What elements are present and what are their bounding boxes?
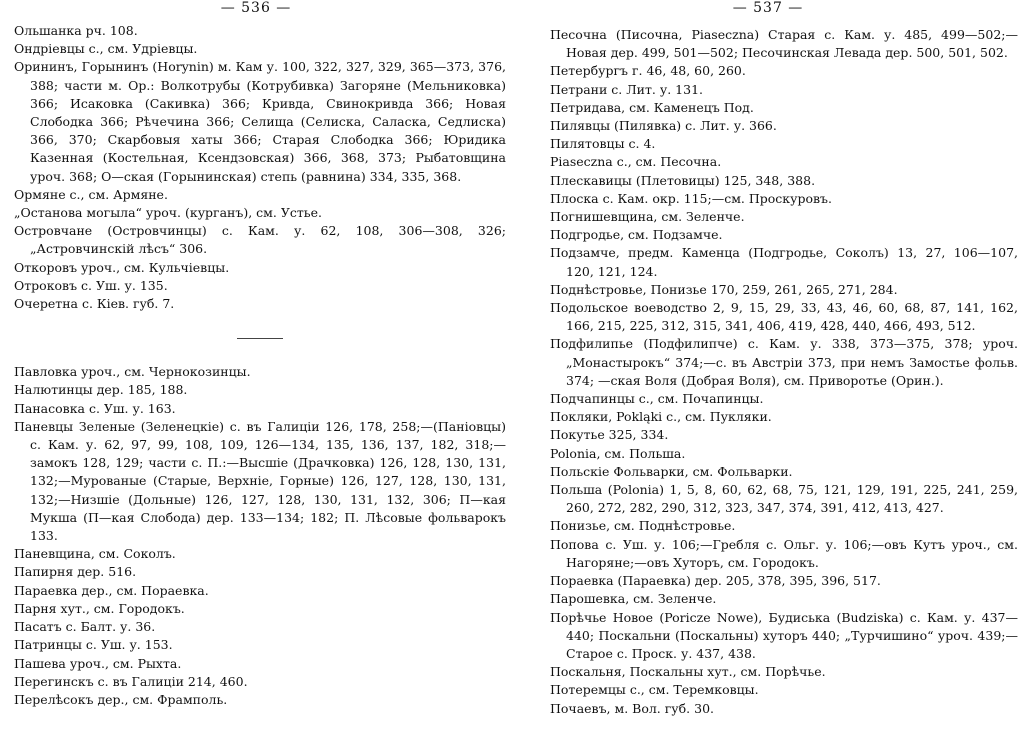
index-entry: Подольское воеводство 2, 9, 15, 29, 33, 43, 46, 60, 68, 87, 141, 162, 166, 215, 225, 312, 315, 341, 406, 419, 428, 440, 466, 493, 512.: [550, 300, 1018, 334]
index-entry: „Останова могыла“ уроч. (курганъ), см. Устье.: [14, 205, 322, 221]
index-entry: Польскіе Фольварки, см. Фольварки.: [550, 463, 793, 479]
index-entry: Подчапинцы с., см. Почапинцы.: [550, 391, 764, 407]
index-entry: Параевка дер., см. Пораевка.: [14, 582, 209, 598]
index-entry: Почаевъ, м. Вол. губ. 30.: [550, 700, 715, 716]
page-number: — 536 —: [220, 0, 292, 16]
index-entry: Плескавицы (Плетовицы) 125, 348, 388.: [550, 172, 816, 188]
page-number: — 537 —: [732, 0, 804, 16]
index-entry: Попова с. Уш. у. 106;—Гребля с. Ольг. у. 106;—овъ Кутъ уроч., см. Нагоряне;—овъ Хуторъ, см. Городокъ.: [550, 536, 1018, 570]
index-entry: Покляки, Pokląki с., см. Пукляки.: [550, 409, 772, 425]
right-page: [512, 0, 1024, 752]
index-entry: Пилявцы (Пилявка) с. Лит. у. 366.: [550, 118, 777, 134]
index-entry: Плоска с. Кам. окр. 115;—см. Проскуровъ.: [550, 190, 832, 206]
index-entry: Ормяне с., см. Армяне.: [14, 186, 168, 202]
index-entry: Налютинцы дер. 185, 188.: [14, 382, 188, 398]
index-entry: Поднѣстровье, Понизье 170, 259, 261, 265, 271, 284.: [550, 281, 898, 297]
index-entry: Павловка уроч., см. Чернокозинцы.: [14, 364, 251, 380]
index-entry: Пораевка (Параевка) дер. 205, 378, 395, 396, 517.: [550, 573, 881, 589]
index-entry: Панасовка с. Уш. у. 163.: [14, 400, 176, 416]
index-entry: Понизье, см. Поднѣстровье.: [550, 518, 736, 534]
index-entry: Парошевка, см. Зеленче.: [550, 591, 717, 607]
index-entry: Ольшанка рч. 108.: [14, 23, 138, 38]
index-entry: Подфилипье (Подфилипче) с. Кам. у. 338, 373—375, 378; уроч. „Монастырокъ“ 374;—с. въ Австріи 373, при немъ Замостье фольв. 374; —ская Воля (Добрая Воля), см. Приворотье (Орин.).: [550, 336, 1018, 388]
index-entry: Погнишевщина, см. Зеленче.: [550, 209, 745, 225]
index-entry: Перелѣсокъ дер., см. Фрамполь.: [14, 691, 228, 707]
index-entry: Перегинскъ с. въ Галиціи 214, 460.: [14, 673, 248, 689]
index-entry: Порѣчье Новое (Poricze Nowe), Будиська (Budziska) с. Кам. у. 437—440; Поскальни (Поскальны) хуторъ 440; „Турчишино“ уроч. 439;—Старое с. Проск. у. 437, 438.: [550, 609, 1018, 661]
index-entry: Потеремцы с., см. Теремковцы.: [550, 682, 759, 698]
index-entry: Песочна (Писочна, Piaseczna) Старая с. Кам. у. 485, 499—502;—Новая дер. 499, 501—502; Песочинская Левада дер. 500, 501, 502.: [550, 27, 1018, 61]
section-separator: [237, 338, 283, 339]
index-entry: Петридава, см. Каменецъ Под.: [550, 99, 754, 115]
index-entry: Польша (Polonia) 1, 5, 8, 60, 62, 68, 75, 121, 129, 191, 225, 241, 259, 260, 272, 282, 290, 312, 323, 347, 374, 391, 412, 413, 427.: [550, 482, 1018, 516]
index-entry: Polonia, см. Польша.: [550, 445, 686, 461]
index-column: [14, 22, 506, 709]
index-entry: Покутье 325, 334.: [550, 427, 669, 443]
index-entry: Пашева уроч., см. Рыхта.: [14, 655, 182, 671]
index-column: [550, 26, 1018, 718]
index-entry: Откоровъ уроч., см. Кульчiевцы.: [14, 259, 230, 275]
index-entry: Пилятовцы с. 4.: [550, 136, 656, 152]
index-entry: Паневщина, см. Соколъ.: [14, 546, 176, 562]
index-entry: Ондріевцы с., см. Удріевцы.: [14, 41, 198, 57]
index-entry: Подзамче, предм. Каменца (Подгродье, Соколъ) 13, 27, 106—107, 120, 121, 124.: [550, 245, 1018, 279]
index-entry: Очеретна с. Кiев. губ. 7.: [14, 296, 175, 312]
index-entry: Подгродье, см. Подзамче.: [550, 227, 723, 243]
index-entry: Паневцы Зеленые (Зеленецкіе) с. въ Галиціи 126, 178, 258;—(Паніовцы) с. Кам. у. 62, 97, 99, 108, 109, 126—134, 135, 136, 137, 182, 318;—замокъ 128, 129; части с. П.:—Высшіе (Драчковка) 126, 128, 130, 131, 132;—Мурованые (Старые, Верхніе, Горные) 126, 127, 128, 130, 131, 132;—Низшіе (Дольные) 126, 127, 128, 130, 131, 132, 306; П—кая Мукша (П—кая Слобода) дер. 133—134; 182; П. Лѣсовые фольварокъ 133.: [14, 418, 506, 544]
index-entry: Патринцы с. Уш. у. 153.: [14, 637, 173, 653]
index-entry: Поскальня, Поскальны хут., см. Порѣчье.: [550, 664, 826, 680]
index-entry: Piaseczna с., см. Песочна.: [550, 154, 722, 170]
index-entry: Парня хут., см. Городокъ.: [14, 600, 185, 616]
index-entry: Петербургъ г. 46, 48, 60, 260.: [550, 63, 746, 79]
index-entry: Пасатъ с. Балт. у. 36.: [14, 619, 156, 635]
index-entry: Папирня дер. 516.: [14, 564, 137, 580]
index-entry: Орининъ, Горынинъ (Horynin) м. Кам у. 100, 322, 327, 329, 365—373, 376, 388; части м. Ор.: Волкотрубы (Котрубивка) Загоряне (Мельниковка) 366; Исаковка (Сакивка) 366; Кривда, Свинокривда 366; Новая Слободка 366; Рѣчечина 366; Селища (Селиска, Саласка, Седлиска) 366, 370; Скарбовыя хаты 366; Старая Слободка 366; Юридика Казенная (Костельная, Ксендзовская) 366, 368, 373; Рыбатовщина уроч. 368; О—ская (Горынинская) степь (равнина) 334, 335, 368.: [14, 59, 506, 184]
index-entry: Петрани с. Лит. у. 131.: [550, 81, 704, 97]
index-entry: Отроковъ с. Уш. у. 135.: [14, 277, 168, 293]
index-entry: Островчане (Островчинцы) с. Кам. у. 62, 108, 306—308, 326; „Астровчинскій лѣсъ“ 306.: [14, 223, 506, 257]
